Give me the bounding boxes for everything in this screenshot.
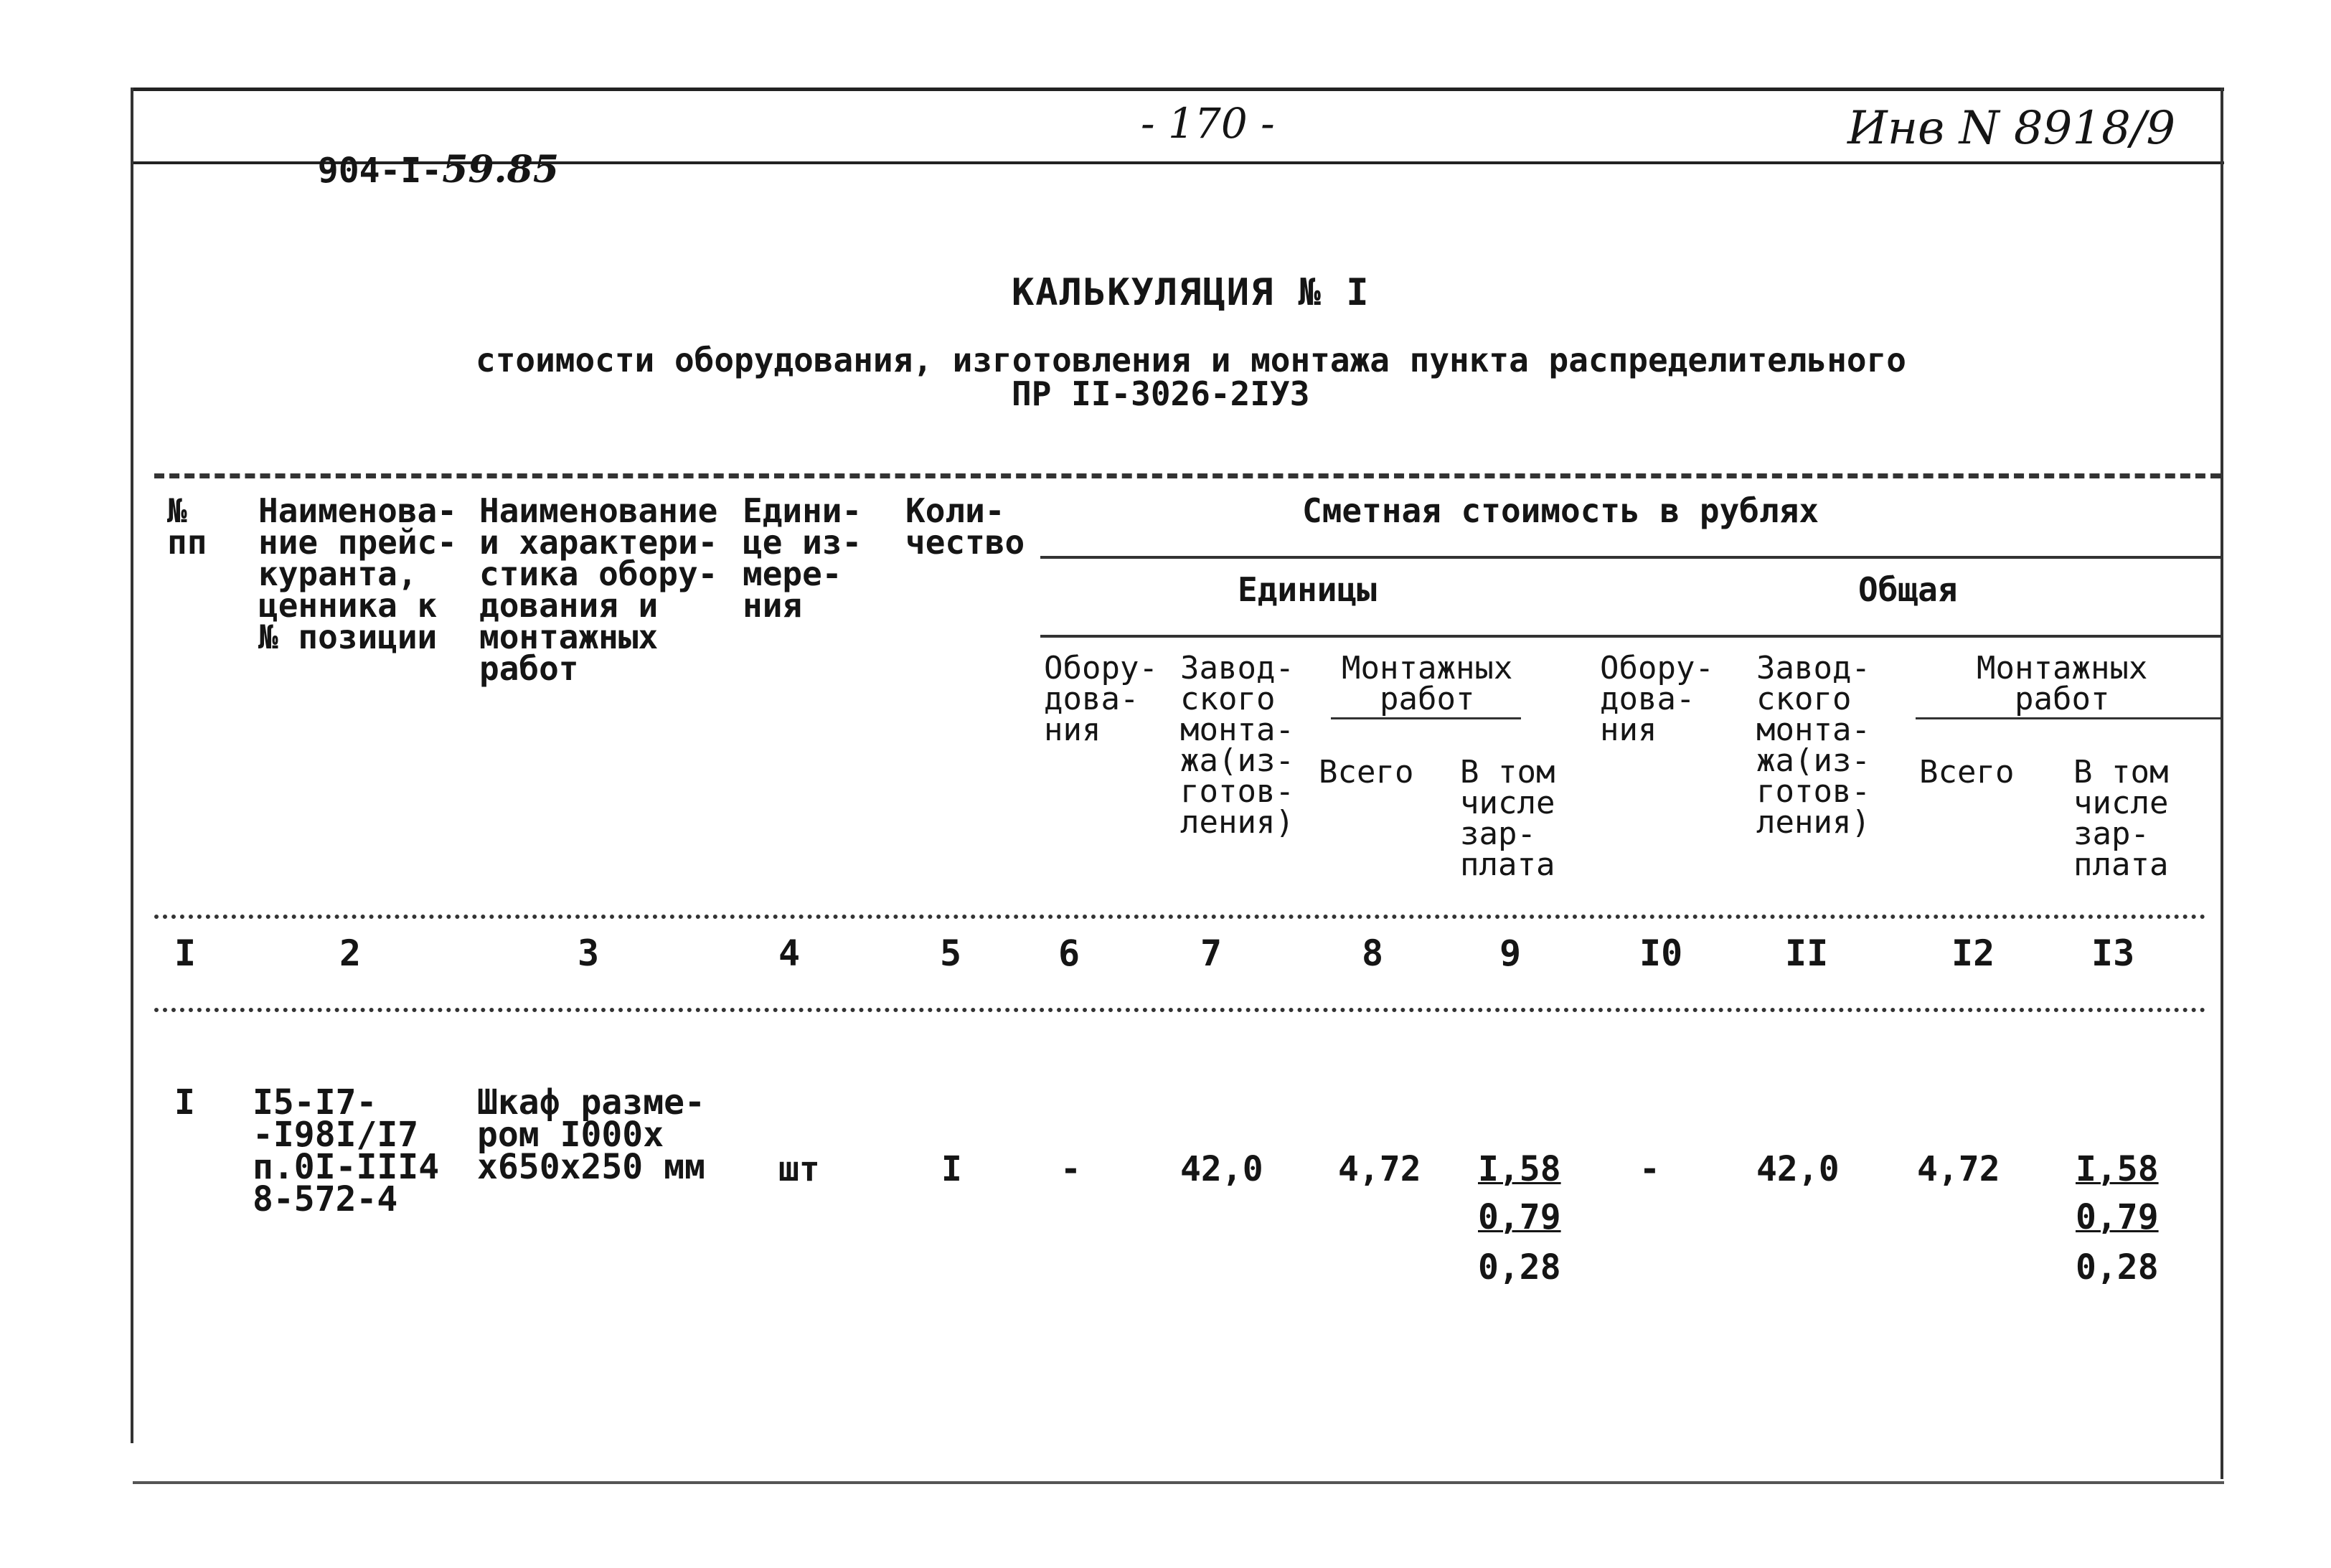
- col-header-mount-unit: Монтажных работ: [1342, 650, 1513, 717]
- col-header-mount-unit-total: Всего: [1319, 754, 1414, 790]
- row-mount-unit-total: 4,72: [1338, 1149, 1421, 1189]
- doc-code: [276, 108, 559, 192]
- row-qty: I: [941, 1149, 962, 1189]
- doc-code-handwritten: 59.85: [442, 148, 560, 192]
- row-number: I: [174, 1082, 195, 1123]
- row-salary-unit-1: I,58: [1478, 1149, 1561, 1189]
- row-unit: шт: [778, 1149, 820, 1189]
- numbers-bottom-rule: [154, 1008, 2206, 1012]
- col-header-price-ref: Наименова- ние прейс- куранта, ценника к № позиции: [258, 491, 457, 656]
- col-group-estimate: Сметная стоимость в рублях: [1302, 491, 1819, 530]
- group-rule: [1040, 556, 2221, 559]
- col-number-5: 5: [940, 932, 962, 974]
- row-salary-unit-3: 0,28: [1478, 1247, 1561, 1288]
- col-group-total: Общая: [1858, 570, 1958, 609]
- row-mount-total: 4,72: [1917, 1149, 2000, 1189]
- col-header-mount-unit-salary: В том числе зар- плата: [1460, 754, 1555, 883]
- row-factory-unit: 42,0: [1180, 1149, 1263, 1189]
- frame-right-border: [2221, 88, 2223, 1479]
- doc-title: КАЛЬКУЛЯЦИЯ № I: [1012, 271, 1370, 314]
- col-header-mount-total-total: Всего: [1919, 754, 2015, 790]
- header-bottom-rule: [154, 915, 2206, 919]
- col-number-7: 7: [1200, 932, 1223, 974]
- col-header-unit: Едини- це из- мере- ния: [743, 491, 862, 625]
- col-header-qty: Коли- чество: [905, 491, 1025, 562]
- table-top-rule: [154, 473, 2221, 478]
- doc-subtitle-code: ПР II-3026-2IУ3: [1012, 374, 1310, 413]
- doc-subtitle: стоимости оборудования, изготовления и монтажа пункта распределительного: [476, 341, 1906, 379]
- col-number-13: I3: [2091, 932, 2135, 974]
- col-number-6: 6: [1058, 932, 1080, 974]
- col-header-equip-total: Обору- дова- ния: [1600, 650, 1714, 748]
- frame-left-border: [131, 88, 133, 1443]
- col-number-9: 9: [1499, 932, 1522, 974]
- doc-code-printed: 904-I-: [317, 151, 443, 191]
- col-number-4: 4: [778, 932, 801, 974]
- col-number-11: II: [1785, 932, 1829, 974]
- row-salary-total-2: 0,79: [2076, 1197, 2159, 1237]
- col-group-unit: Единицы: [1238, 570, 1377, 609]
- col-header-mount-total: Монтажных работ: [1977, 650, 2148, 717]
- col-header-factory-total: Завод- ского монта- жа(из- готов- ления): [1756, 650, 1870, 841]
- col-number-10: I0: [1639, 932, 1683, 974]
- col-header-factory-unit: Завод- ского монта- жа(из- готов- ления): [1180, 650, 1294, 841]
- col-number-3: 3: [578, 932, 600, 974]
- col-number-1: I: [174, 932, 197, 974]
- col-header-name: Наименование и характери- стика обору- дования и монтажных работ: [479, 491, 718, 688]
- col-header-mount-total-salary: В том числе зар- плата: [2073, 754, 2169, 883]
- col-number-12: I2: [1951, 932, 1995, 974]
- subgroup-rule: [1040, 635, 2221, 638]
- mount-unit-rule: [1331, 717, 1521, 719]
- row-equip-unit: -: [1060, 1149, 1081, 1189]
- mount-total-rule: [1916, 717, 2221, 719]
- row-name: Шкаф разме- ром I000х х650х250 мм: [477, 1082, 705, 1187]
- col-header-equip-unit: Обору- дова- ния: [1044, 650, 1158, 748]
- col-number-8: 8: [1362, 932, 1384, 974]
- row-salary-total-1: I,58: [2076, 1149, 2159, 1189]
- row-equip-total: -: [1639, 1149, 1660, 1189]
- frame-bottom-border: [133, 1481, 2224, 1484]
- row-factory-total: 42,0: [1756, 1149, 1840, 1189]
- page-number: - 170 -: [1141, 99, 1275, 148]
- col-header-number: № пп: [167, 491, 207, 562]
- row-price-ref: I5-I7- -I98I/I7 п.0I-III4 8-572-4: [253, 1082, 440, 1219]
- row-salary-unit-2: 0,79: [1478, 1197, 1561, 1237]
- col-number-2: 2: [339, 932, 362, 974]
- row-salary-total-3: 0,28: [2076, 1247, 2159, 1288]
- inventory-number: Инв N 8918/9: [1847, 102, 2176, 155]
- frame-top-border: [133, 88, 2224, 91]
